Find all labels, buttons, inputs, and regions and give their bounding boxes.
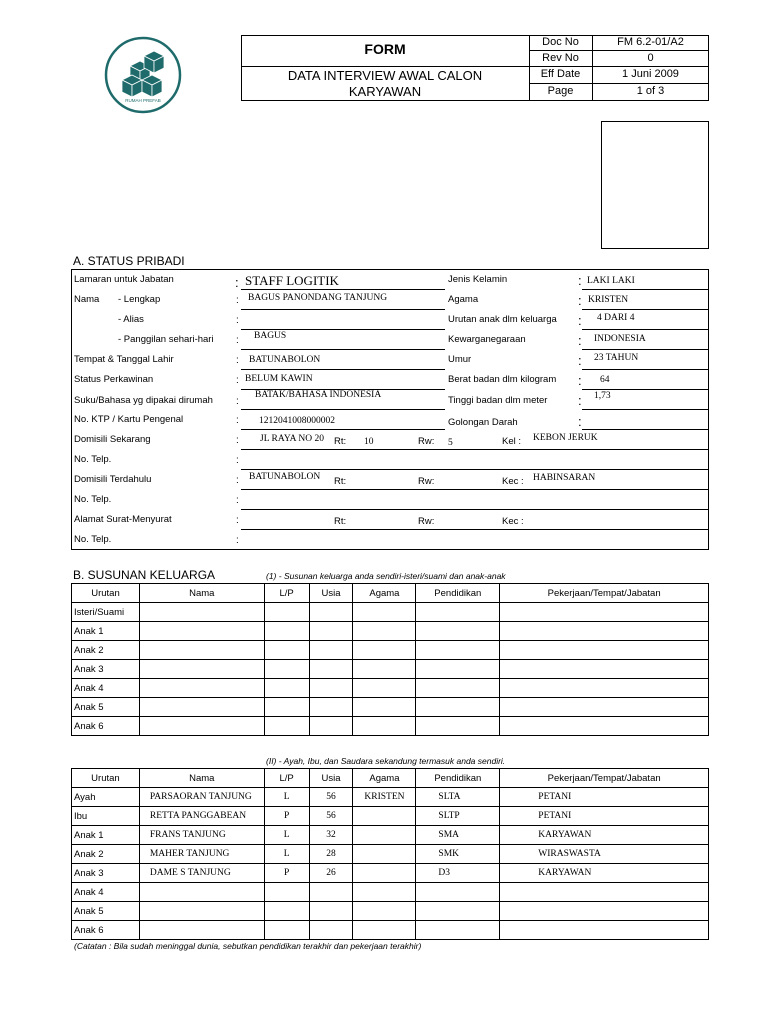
jk-value[interactable]: LAKI LAKI: [587, 276, 635, 286]
agama-label: Agama: [448, 294, 479, 305]
cell-pekerjaan[interactable]: PETANI: [500, 788, 709, 807]
table-cell[interactable]: [353, 717, 416, 736]
table-cell[interactable]: [139, 603, 264, 622]
cell-lp[interactable]: L: [264, 788, 309, 807]
col-pendidikan: Pendidikan: [416, 769, 500, 788]
lengkap-value[interactable]: BAGUS PANONDANG TANJUNG: [248, 293, 388, 303]
form-title-line1: DATA INTERVIEW AWAL CALON: [287, 68, 483, 83]
table-cell[interactable]: [309, 660, 353, 679]
row-label: Anak 6: [72, 717, 140, 736]
row-label: Anak 6: [72, 921, 140, 940]
table-cell[interactable]: [500, 641, 709, 660]
agama-value[interactable]: KRISTEN: [588, 295, 629, 305]
table-cell[interactable]: [353, 622, 416, 641]
table-cell[interactable]: [500, 603, 709, 622]
company-logo: [104, 36, 182, 114]
umur-value[interactable]: 23 TAHUN: [594, 353, 639, 363]
cell-nama[interactable]: DAME S TANJUNG: [139, 864, 264, 883]
row-label: Anak 3: [72, 660, 140, 679]
cell-lp[interactable]: P: [264, 864, 309, 883]
domisili-label: Domisili Sekarang: [74, 434, 151, 445]
table-cell[interactable]: [309, 679, 353, 698]
tinggi-value[interactable]: 1,73: [594, 391, 611, 401]
cell-pendidikan[interactable]: SLTA: [416, 788, 500, 807]
kec-label-1: Kec :: [502, 476, 524, 487]
panggilan-value[interactable]: BAGUS: [254, 331, 287, 341]
cell-nama[interactable]: PARSAORAN TANJUNG: [139, 788, 264, 807]
cell-pekerjaan[interactable]: KARYAWAN: [500, 864, 709, 883]
table-cell[interactable]: [264, 679, 309, 698]
kel-label: Kel :: [502, 436, 522, 447]
suku-label: Suku/Bahasa yg dipakai dirumah: [74, 395, 213, 406]
table-row: [72, 698, 709, 717]
table-cell[interactable]: [500, 698, 709, 717]
darah-label: Golongan Darah: [448, 417, 518, 428]
urutan-label: Urutan anak dlm keluarga: [448, 314, 557, 325]
table-cell[interactable]: [139, 622, 264, 641]
cell-agama[interactable]: [353, 902, 416, 921]
nama-label: Nama: [74, 294, 100, 305]
cell-pendidikan[interactable]: [416, 921, 500, 940]
cell-lp[interactable]: [264, 902, 309, 921]
table-cell[interactable]: [416, 717, 500, 736]
cell-agama[interactable]: [353, 864, 416, 883]
row-label: Anak 1: [72, 826, 140, 845]
family-table-2: [71, 768, 709, 940]
table-row: [72, 883, 709, 902]
status-value[interactable]: BELUM KAWIN: [245, 374, 313, 384]
rev-no-label: Rev No: [542, 52, 579, 64]
umur-label: Umur: [448, 354, 472, 365]
table-cell[interactable]: [264, 698, 309, 717]
table-row: [72, 921, 709, 940]
table-cell[interactable]: [309, 622, 353, 641]
cell-lp[interactable]: L: [264, 845, 309, 864]
cell-usia[interactable]: [309, 902, 353, 921]
table-cell[interactable]: [264, 641, 309, 660]
table2-header-row: [72, 769, 709, 788]
cell-lp[interactable]: [264, 883, 309, 902]
table-cell[interactable]: [416, 660, 500, 679]
cell-usia[interactable]: 56: [309, 807, 353, 826]
cell-nama[interactable]: [139, 921, 264, 940]
kel-value[interactable]: KEBON JERUK: [533, 433, 598, 443]
jk-label: Jenis Kelamin: [448, 274, 508, 285]
rt-label-2: Rt:: [334, 476, 347, 487]
form-title-line2: KARYAWAN: [348, 84, 422, 99]
cell-pekerjaan[interactable]: [500, 902, 709, 921]
col-agama: Agama: [353, 769, 416, 788]
row-label: Anak 4: [72, 679, 140, 698]
row-label: Ibu: [72, 807, 140, 826]
cell-pendidikan[interactable]: [416, 883, 500, 902]
rt-label-3: Rt:: [334, 516, 347, 527]
table-cell[interactable]: [264, 660, 309, 679]
table-cell[interactable]: [416, 641, 500, 660]
page-value: 1 of 3: [636, 85, 665, 97]
footnote: (Catatan : Bila sudah meninggal dunia, sebutkan pendidikan terakhir dan pekerjaan terakhir): [74, 941, 422, 951]
row-label: Ayah: [72, 788, 140, 807]
table-cell[interactable]: [500, 622, 709, 641]
cell-lp[interactable]: P: [264, 807, 309, 826]
warga-label: Kewarganegaraan: [448, 334, 526, 345]
col-urutan: Urutan: [72, 584, 140, 603]
table-cell[interactable]: [139, 679, 264, 698]
urutan-value[interactable]: 4 DARI 4: [597, 313, 635, 323]
ttl-label: Tempat & Tanggal Lahir: [74, 354, 174, 365]
cell-nama[interactable]: RETTA PANGGABEAN: [139, 807, 264, 826]
domisili-dulu-label: Domisili Terdahulu: [74, 474, 152, 485]
suku-value[interactable]: BATAK/BAHASA INDONESIA: [255, 390, 382, 400]
col-agama: Agama: [353, 584, 416, 603]
table-cell[interactable]: [416, 603, 500, 622]
rw-label-1: Rw:: [418, 436, 435, 447]
table-cell[interactable]: [309, 717, 353, 736]
table-row: [72, 902, 709, 921]
logo-text: RUMAH PREFAB: [125, 98, 161, 103]
berat-value[interactable]: 64: [600, 375, 610, 385]
cell-usia[interactable]: [309, 883, 353, 902]
ktp-value[interactable]: 1212041008000002: [259, 416, 335, 426]
table-cell[interactable]: [500, 660, 709, 679]
eff-date-label: Eff Date: [540, 68, 581, 80]
rev-no-value: 0: [647, 52, 654, 64]
alias-label: - Alias: [118, 314, 144, 325]
row-label: Anak 1: [72, 622, 140, 641]
section-b-title: B. SUSUNAN KELUARGA: [73, 568, 216, 582]
cell-pendidikan[interactable]: [416, 902, 500, 921]
cell-agama[interactable]: [353, 807, 416, 826]
table-cell[interactable]: [139, 641, 264, 660]
cell-usia[interactable]: 32: [309, 826, 353, 845]
ktp-label: No. KTP / Kartu Pengenal: [74, 414, 184, 425]
row-label: Anak 5: [72, 902, 140, 921]
page-label: Page: [547, 85, 574, 97]
cell-agama[interactable]: [353, 883, 416, 902]
cell-pekerjaan[interactable]: PETANI: [500, 807, 709, 826]
table-cell[interactable]: [500, 679, 709, 698]
row-label: Anak 3: [72, 864, 140, 883]
domisili-dulu-value[interactable]: BATUNABOLON: [249, 472, 321, 482]
col-urutan: Urutan: [72, 769, 140, 788]
rw-label-3: Rw:: [418, 516, 435, 527]
lamaran-label: Lamaran untuk Jabatan: [74, 274, 174, 285]
cell-pekerjaan[interactable]: WIRASWASTA: [500, 845, 709, 864]
cell-pendidikan[interactable]: SMK: [416, 845, 500, 864]
cell-agama[interactable]: KRISTEN: [353, 788, 416, 807]
cell-pekerjaan[interactable]: KARYAWAN: [500, 826, 709, 845]
table-row: [72, 826, 709, 845]
telp-label-1: No. Telp.: [74, 454, 112, 465]
form-label: FORM: [364, 41, 406, 57]
cell-nama[interactable]: MAHER TANJUNG: [139, 845, 264, 864]
doc-no-value: FM 6.2-01/A2: [617, 36, 684, 48]
table-row: [72, 788, 709, 807]
table-cell[interactable]: [264, 622, 309, 641]
cell-nama[interactable]: FRANS TANJUNG: [139, 826, 264, 845]
panggilan-label: - Panggilan sehari-hari: [118, 334, 214, 345]
col-nama: Nama: [139, 584, 264, 603]
warga-value[interactable]: INDONESIA: [594, 334, 646, 344]
table-row: [72, 641, 709, 660]
col-usia: Usia: [309, 769, 353, 788]
table-row: [72, 864, 709, 883]
table-row: [72, 603, 709, 622]
cell-lp[interactable]: L: [264, 826, 309, 845]
cell-usia[interactable]: 28: [309, 845, 353, 864]
row-label: Anak 5: [72, 698, 140, 717]
col-pekerjaan: Pekerjaan/Tempat/Jabatan: [500, 584, 709, 603]
row-label: Anak 2: [72, 845, 140, 864]
cell-nama[interactable]: [139, 883, 264, 902]
table-row: [72, 622, 709, 641]
section-a-title: A. STATUS PRIBADI: [73, 254, 185, 268]
tinggi-label: Tinggi badan dlm meter: [448, 395, 548, 406]
table-cell[interactable]: [264, 717, 309, 736]
berat-label: Berat badan dlm kilogram: [448, 374, 557, 385]
table1-header-row: [72, 584, 709, 603]
table-row: [72, 717, 709, 736]
ttl-value[interactable]: BATUNABOLON: [249, 355, 321, 365]
rt-label-1: Rt:: [334, 436, 347, 447]
cell-pendidikan[interactable]: SLTP: [416, 807, 500, 826]
table-cell[interactable]: [139, 717, 264, 736]
table-cell[interactable]: [309, 641, 353, 660]
table-row: [72, 845, 709, 864]
table-cell[interactable]: [353, 660, 416, 679]
cell-agama[interactable]: [353, 921, 416, 940]
kec-label-2: Kec :: [502, 516, 524, 527]
table-cell[interactable]: [264, 603, 309, 622]
table-cell[interactable]: [139, 660, 264, 679]
cell-lp[interactable]: [264, 921, 309, 940]
row-label: Isteri/Suami: [72, 603, 140, 622]
cell-usia[interactable]: 26: [309, 864, 353, 883]
rt-value[interactable]: 10: [364, 437, 374, 447]
table-cell[interactable]: [309, 698, 353, 717]
table-row: [72, 679, 709, 698]
lamaran-value[interactable]: STAFF LOGITIK: [245, 273, 339, 288]
table-cell[interactable]: [500, 717, 709, 736]
telp-label-3: No. Telp.: [74, 534, 112, 545]
family-table-1: [71, 583, 709, 736]
cell-pekerjaan[interactable]: [500, 921, 709, 940]
col-nama: Nama: [139, 769, 264, 788]
table-cell[interactable]: [416, 622, 500, 641]
status-label: Status Perkawinan: [74, 374, 154, 385]
eff-date-value: 1 Juni 2009: [622, 68, 679, 80]
cell-usia[interactable]: 56: [309, 788, 353, 807]
note-2: (II) - Ayah, Ibu, dan Saudara sekandung termasuk anda sendiri.: [266, 756, 506, 766]
col-pekerjaan: Pekerjaan/Tempat/Jabatan: [500, 769, 709, 788]
table-cell[interactable]: [416, 698, 500, 717]
table-cell[interactable]: [353, 603, 416, 622]
table-row: [72, 807, 709, 826]
domisili-value[interactable]: JL RAYA NO 20: [260, 434, 324, 444]
table-row: [72, 660, 709, 679]
col-usia: Usia: [309, 584, 353, 603]
row-label: Anak 4: [72, 883, 140, 902]
note-1: (1) - Susunan keluarga anda sendiri-isteri/suami dan anak-anak: [266, 571, 506, 581]
cell-nama[interactable]: [139, 902, 264, 921]
rw-label-2: Rw:: [418, 476, 435, 487]
table-cell[interactable]: [353, 679, 416, 698]
doc-no-label: Doc No: [542, 36, 579, 48]
cell-agama[interactable]: [353, 845, 416, 864]
rw-value[interactable]: 5: [448, 438, 453, 448]
table-cell[interactable]: [309, 603, 353, 622]
col-pendidikan: Pendidikan: [416, 584, 500, 603]
cell-usia[interactable]: [309, 921, 353, 940]
lengkap-label: - Lengkap: [118, 294, 161, 305]
cell-pekerjaan[interactable]: [500, 883, 709, 902]
cell-pendidikan[interactable]: D3: [416, 864, 500, 883]
table-cell[interactable]: [353, 641, 416, 660]
photo-box: [601, 121, 709, 249]
kec-value[interactable]: HABINSARAN: [533, 473, 596, 483]
table-cell[interactable]: [416, 679, 500, 698]
cell-pendidikan[interactable]: SMA: [416, 826, 500, 845]
table-cell[interactable]: [139, 698, 264, 717]
col-lp: L/P: [264, 769, 309, 788]
telp-label-2: No. Telp.: [74, 494, 112, 505]
alamat-label: Alamat Surat-Menyurat: [74, 514, 172, 525]
row-label: Anak 2: [72, 641, 140, 660]
table-cell[interactable]: [353, 698, 416, 717]
cell-agama[interactable]: [353, 826, 416, 845]
col-lp: L/P: [264, 584, 309, 603]
